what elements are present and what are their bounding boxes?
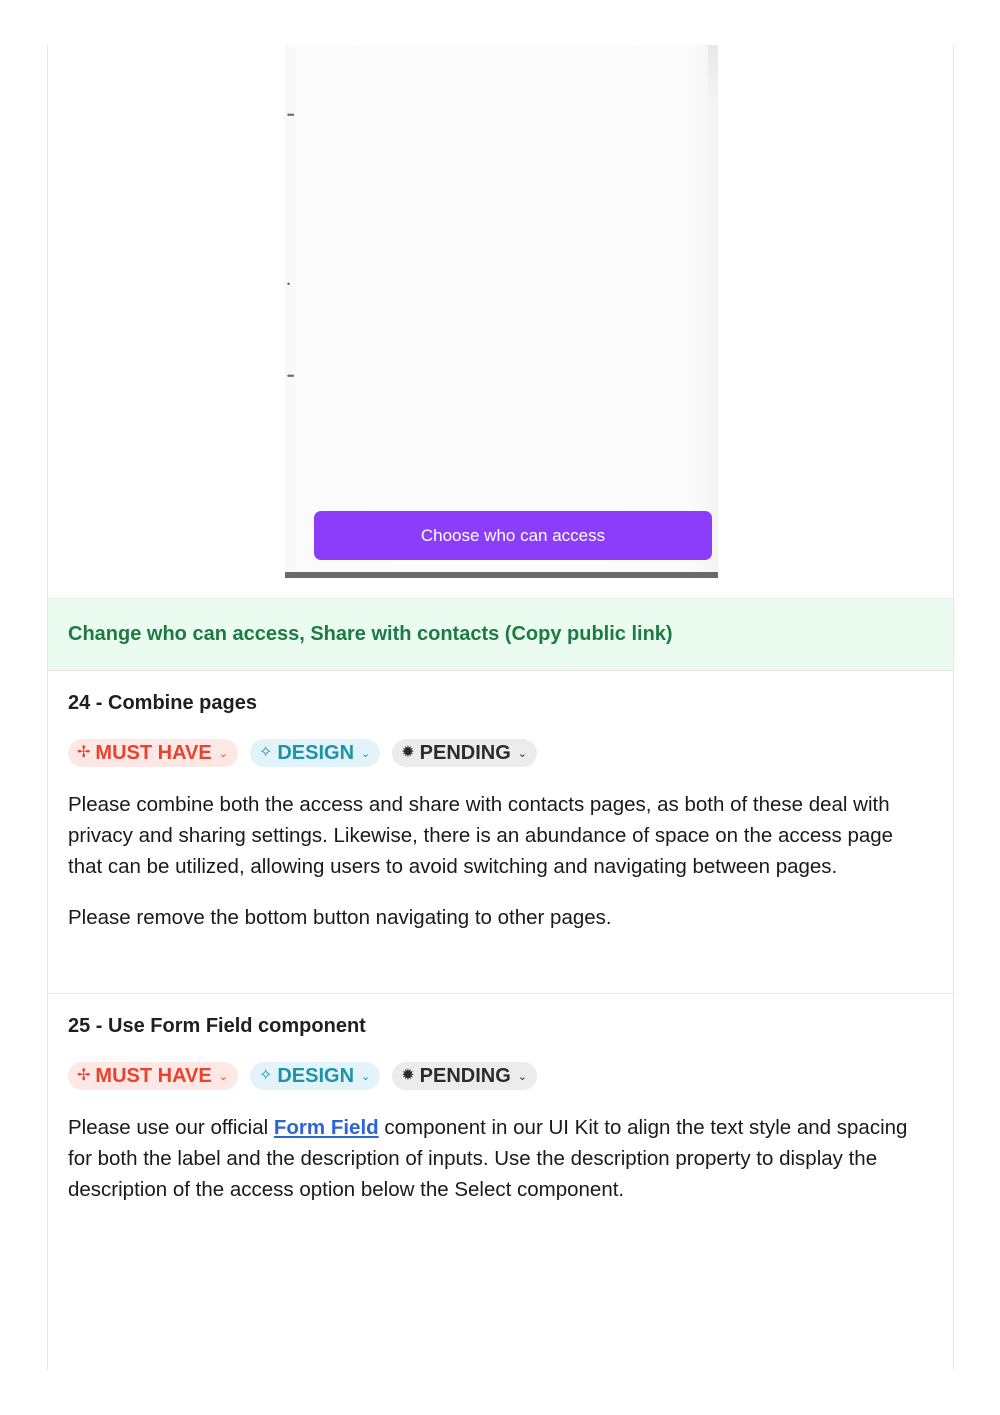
dot-icon: • [287,279,290,289]
section-title: 25 - Use Form Field component [68,1015,366,1037]
chevron-down-icon: ⌄ [361,1070,371,1083]
form-field-link[interactable]: Form Field [273,1116,379,1139]
four-point-star-icon: ✧ [258,744,273,761]
paragraph-text: Please use our official [68,1116,274,1139]
ellipsis-icon: ••• [287,371,294,381]
status-label: PENDING [419,1064,511,1087]
tag-row [68,739,933,767]
priority-tag[interactable] [68,739,238,767]
category-tag[interactable] [250,1062,380,1090]
chevron-down-icon: ⌄ [517,1070,527,1083]
category-label: DESIGN [277,741,355,764]
chevron-down-icon: ⌄ [361,747,371,760]
tag-row [68,1062,933,1090]
status-tag[interactable] [392,1062,537,1090]
priority-label: MUST HAVE [95,741,212,764]
phone-shadow [708,45,718,105]
chevron-down-icon: ⌄ [218,1070,228,1083]
priority-label: MUST HAVE [95,1064,212,1087]
paragraph: Please combine both the access and share with contacts pages, as both of these deal with privacy and sharing settings. Likewise, there is an abundance of space on the access page that can be utilized, allowing users to avoid switching and navigating between pages. [68,793,894,878]
chevron-down-icon: ⌄ [517,747,527,760]
issue-section-25 [48,995,953,1295]
category-tag[interactable] [250,739,380,767]
priority-tag[interactable] [68,1062,238,1090]
caption-text: Change who can access, Share with contacts (Copy public link) [68,623,673,645]
paragraph-text: component in our UI Kit to align the text style and spacing for both the label and the description of inputs. Use the description property to display the description of the access option below the Select component. [68,1116,908,1201]
burst-icon: ✹ [401,1067,415,1084]
screenshot-caption [48,598,953,671]
page-frame [47,45,954,1370]
sparkle-icon: ✢ [77,1067,91,1084]
phone-screen [285,45,718,578]
choose-access-button: Choose who can access [314,511,712,560]
ellipsis-icon: ••• [287,110,294,120]
home-indicator-bar [285,572,718,578]
paragraph [68,1112,928,1205]
four-point-star-icon: ✧ [258,1067,273,1084]
sparkle-icon: ✢ [77,744,91,761]
status-tag[interactable] [392,739,537,767]
status-label: PENDING [419,741,511,764]
category-label: DESIGN [277,1064,355,1087]
screenshot-image [48,45,953,598]
chevron-down-icon: ⌄ [218,747,228,760]
issue-section-24 [48,672,953,994]
section-title: 24 - Combine pages [68,692,257,714]
burst-icon: ✹ [401,744,415,761]
paragraph: Please remove the bottom button navigating to other pages. [68,906,612,929]
